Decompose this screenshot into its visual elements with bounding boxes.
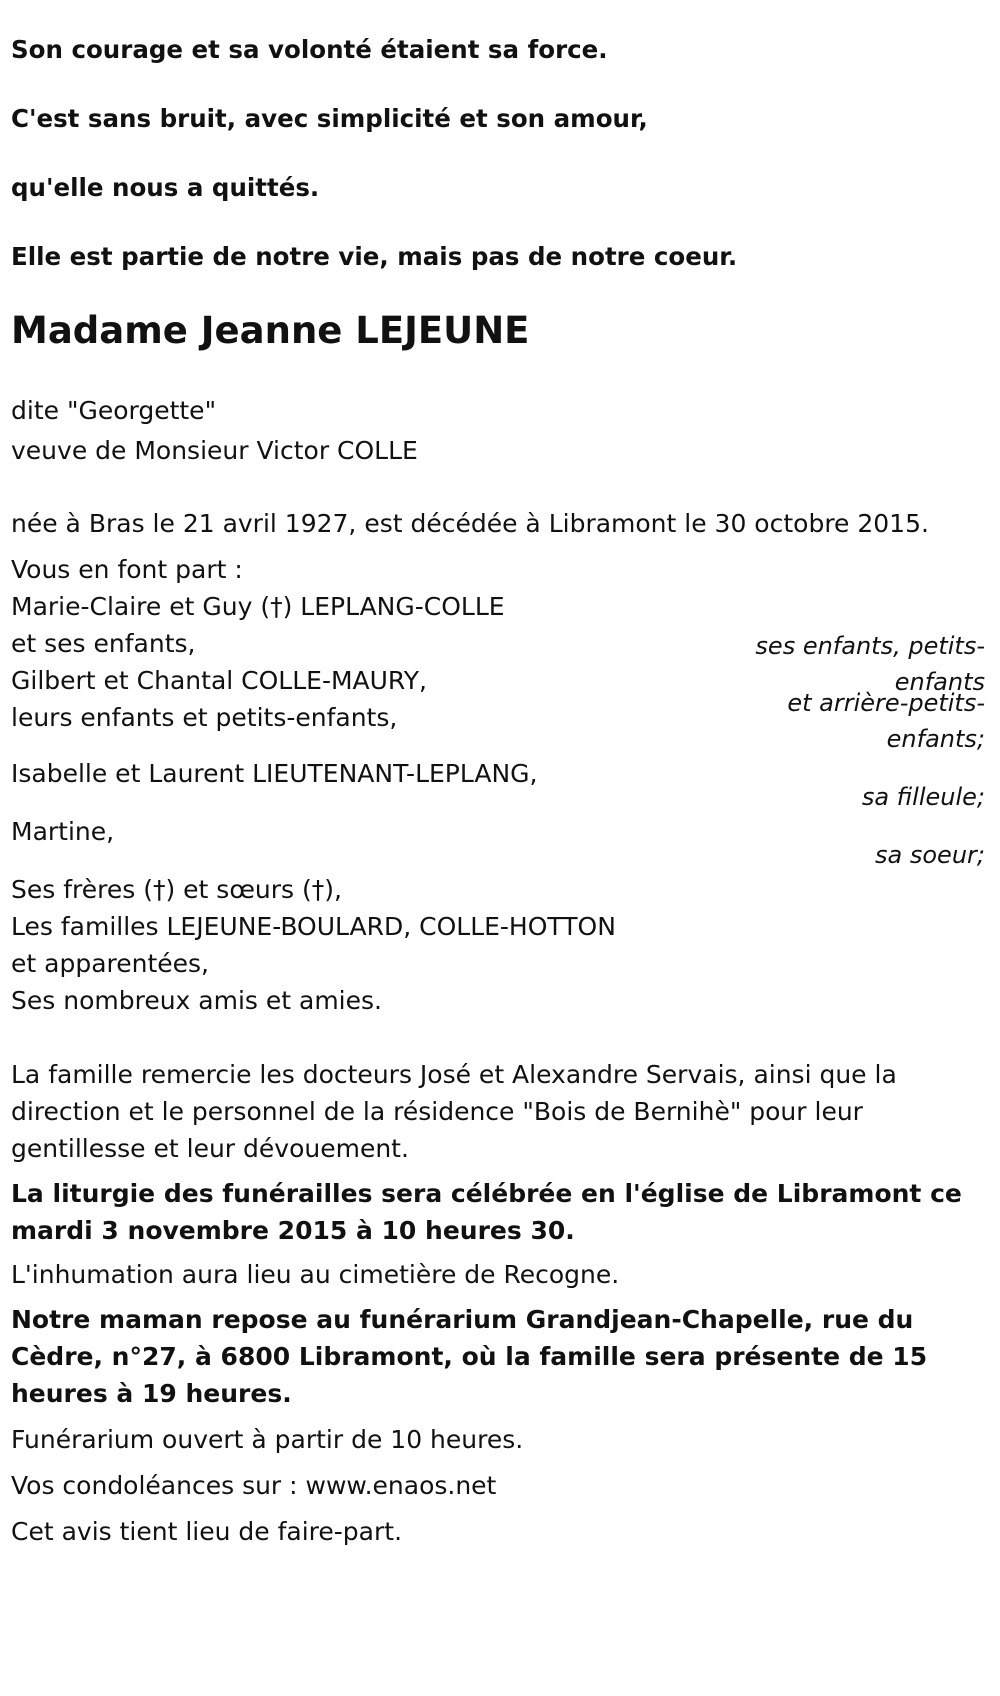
burial-text: L'inhumation aura lieu au cimetière de Recogne. [11, 1260, 620, 1289]
funeral-home-text: Notre maman repose au funérarium Grandjean-Chapelle, rue du Cèdre, n°27, à 6800 Libramont, où la famille sera présente de 15 heures à 19 heures. [11, 1305, 928, 1408]
role-line: et arrière-petits- [787, 689, 985, 717]
quote-line: Elle est partie de notre vie, mais pas de notre coeur. [11, 241, 738, 271]
others-block [11, 870, 616, 1021]
notice-text: Cet avis tient lieu de faire-part. [11, 1517, 403, 1546]
family-intro: Vous en font part : [11, 555, 243, 584]
quote-line: qu'elle nous a quittés. [11, 172, 320, 202]
role-sister: sa soeur; [875, 841, 985, 869]
others-line: et apparentées, [11, 949, 209, 978]
birth-death: née à Bras le 21 avril 1927, est décédée à Libramont le 30 octobre 2015. [11, 509, 929, 538]
liturgy-text: La liturgie des funérailles sera célébrée en l'église de Libramont ce mardi 3 novembre 2015 à 10 heures 30. [11, 1179, 962, 1245]
role-line: enfants [894, 668, 985, 696]
widow-of: veuve de Monsieur Victor COLLE [11, 436, 418, 465]
others-line: Ses nombreux amis et amies. [11, 986, 382, 1015]
deceased-details [11, 391, 1000, 471]
quote-line: C'est sans bruit, avec simplicité et son amour, [11, 103, 648, 133]
others-line: Ses frères (†) et sœurs (†), [11, 875, 342, 904]
role-grandchildren [787, 685, 985, 757]
family-line: Gilbert et Chantal COLLE-MAURY, [11, 666, 427, 695]
role-line: enfants; [886, 725, 985, 753]
family-line: leurs enfants et petits-enfants, [11, 703, 398, 732]
family-line: Marie-Claire et Guy (†) LEPLANG-COLLE [11, 592, 505, 621]
thanks-text: La famille remercie les docteurs José et Alexandre Servais, ainsi que la direction et le personnel de la résidence "Bois de Bernihè" pour leur gentillesse et leur dévouement. [11, 1060, 897, 1163]
sister: Martine, [11, 817, 115, 846]
deceased-name: Madame Jeanne LEJEUNE [11, 309, 530, 352]
quote-line: Son courage et sa volonté étaient sa force. [11, 34, 608, 64]
others-line: Les familles LEJEUNE-BOULARD, COLLE-HOTTON [11, 912, 616, 941]
goddaughter: Isabelle et Laurent LIEUTENANT-LEPLANG, [11, 759, 538, 788]
announcements-block [11, 1056, 986, 1552]
opening-text: Funérarium ouvert à partir de 10 heures. [11, 1425, 524, 1454]
alias: dite "Georgette" [11, 396, 217, 425]
family-line: et ses enfants, [11, 629, 196, 658]
condolences-text: Vos condoléances sur : www.enaos.net [11, 1471, 497, 1500]
quote-block [11, 25, 1000, 282]
role-line: ses enfants, petits- [755, 632, 985, 660]
role-goddaughter: sa filleule; [861, 783, 985, 811]
